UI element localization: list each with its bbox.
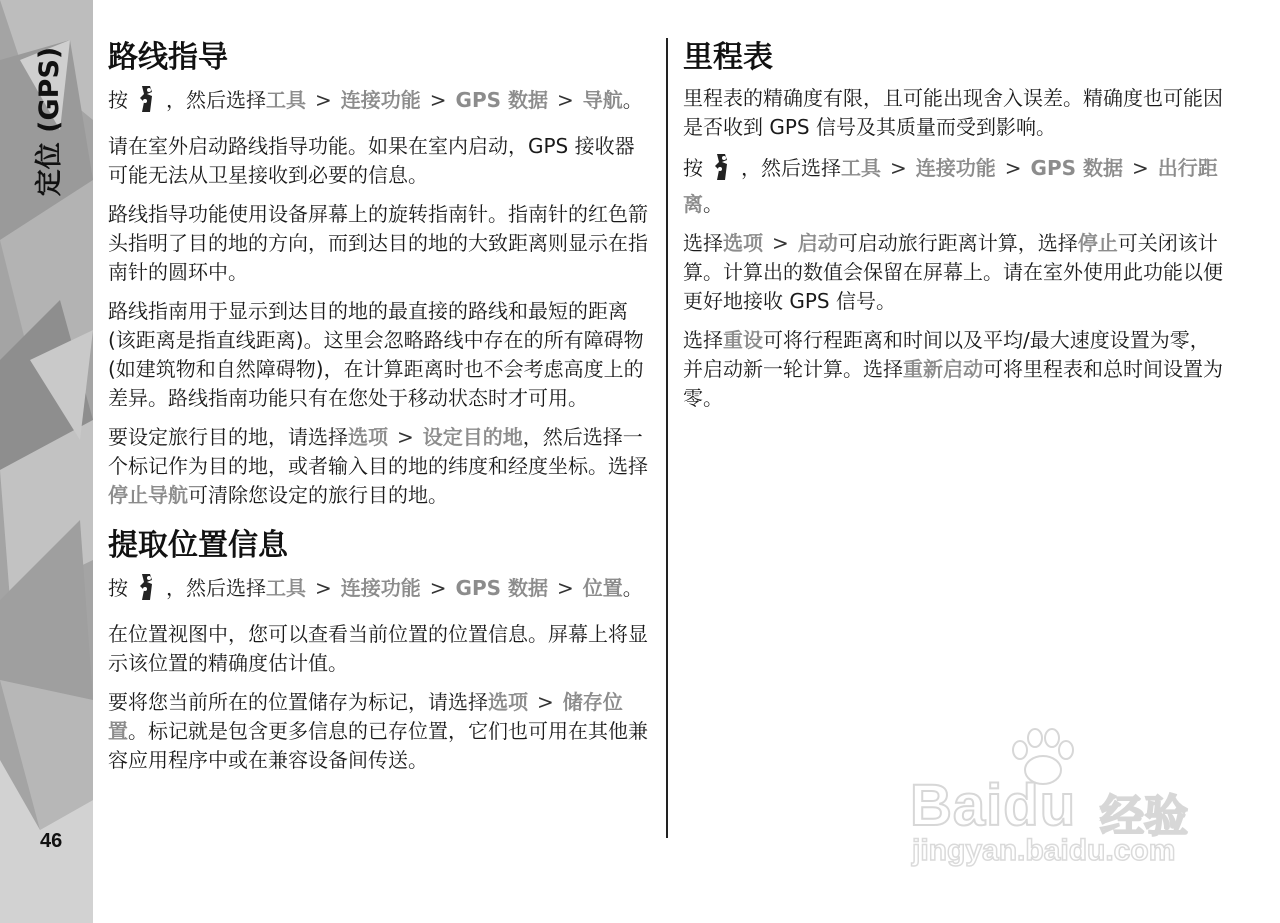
- link-stop-navigation[interactable]: 停止导航: [108, 483, 188, 507]
- paragraph-route-guide: 路线指南用于显示到达目的地的最直接的路线和最短的距离 (该距离是指直线距离)。这里会忽略路线中存在的所有障碍物 (如建筑物和自然障碍物)，在计算距离时也不会考虑高度上的差异。路线指南功能只有在您处于移动状态时才可用。: [108, 299, 644, 410]
- link-tools[interactable]: 工具: [266, 576, 306, 600]
- paragraph-save-position: [108, 688, 654, 775]
- baidu-watermark: [902, 728, 1212, 878]
- text: 选择: [683, 328, 723, 352]
- text: ，然后选择: [166, 88, 266, 112]
- separator: >: [556, 88, 574, 112]
- separator: >: [315, 88, 332, 112]
- watermark-url: jingyan.baidu.com: [912, 834, 1176, 867]
- section-title-vertical: [2, 36, 92, 206]
- link-restart[interactable]: 重新启动: [903, 357, 983, 381]
- paragraph-position-view: 在位置视图中，您可以查看当前位置的位置信息。屏幕上将显示该位置的精确度估计值。: [108, 622, 648, 675]
- paragraph-start-stop: [683, 229, 1229, 316]
- link-options[interactable]: 选项: [488, 690, 528, 714]
- paragraph-destination: [108, 423, 654, 510]
- section-title: 定位 (GPS): [34, 46, 66, 196]
- separator: >: [556, 576, 574, 600]
- text: 要将您当前所在的位置储存为标记，请选择: [108, 690, 488, 714]
- link-connectivity[interactable]: 连接功能: [340, 576, 421, 600]
- paragraph-compass: 路线指导功能使用设备屏幕上的旋转指南针。指南针的红色箭头指明了目的地的方向，而到达目的地的大致距离则显示在指南针的圆环中。: [108, 202, 648, 284]
- separator: >: [1004, 156, 1022, 180]
- heading-odometer: 里程表: [683, 40, 773, 75]
- link-reset[interactable]: 重设: [723, 328, 763, 352]
- separator: >: [429, 576, 447, 600]
- link-gps-data[interactable]: GPS 数据: [455, 576, 548, 600]
- text: 按: [108, 88, 128, 112]
- link-tools[interactable]: 工具: [841, 156, 881, 180]
- menu-key-icon: [136, 572, 158, 610]
- separator: >: [429, 88, 447, 112]
- text: 。: [622, 576, 643, 600]
- paragraph-outdoor: 请在室外启动路线指导功能。如果在室内启动，GPS 接收器可能无法从卫星接收到必要的信息。: [108, 134, 635, 187]
- link-connectivity[interactable]: 连接功能: [915, 156, 996, 180]
- paragraph-position-path: [108, 572, 654, 610]
- link-gps-data[interactable]: GPS 数据: [1030, 156, 1123, 180]
- link-options[interactable]: 选项: [723, 231, 763, 255]
- text: 选择: [683, 231, 723, 255]
- link-save-position[interactable]: 储存位置: [108, 690, 623, 743]
- link-tools[interactable]: 工具: [266, 88, 306, 112]
- separator: >: [890, 156, 907, 180]
- menu-key-icon: [711, 152, 733, 190]
- separator: >: [315, 576, 332, 600]
- watermark-brand-du: du: [1003, 773, 1077, 838]
- text: 。: [703, 192, 723, 216]
- heading-route-guidance: 路线指导: [108, 40, 228, 75]
- watermark-brand: [910, 772, 1076, 839]
- separator: >: [537, 690, 554, 714]
- text: 。: [622, 88, 643, 112]
- paragraph-accuracy: 里程表的精确度有限，且可能出现舍入误差。精确度也可能因是否收到 GPS 信号及其质量而受到影响。: [683, 86, 1223, 139]
- link-connectivity[interactable]: 连接功能: [340, 88, 421, 112]
- text: ，然后选择: [741, 156, 841, 180]
- paragraph-route-path: [108, 84, 654, 122]
- sidebar: [0, 0, 93, 923]
- right-column: [683, 38, 1229, 423]
- text: 可启动旅行距离计算，选择: [837, 231, 1078, 255]
- text: 按: [108, 576, 128, 600]
- separator: >: [397, 425, 414, 449]
- text: 按: [683, 156, 703, 180]
- heading-position-info: 提取位置信息: [108, 528, 288, 563]
- link-options[interactable]: 选项: [348, 425, 388, 449]
- text: ，然后选择: [166, 576, 266, 600]
- text: 。标记就是包含更多信息的已存位置，它们也可用在其他兼容应用程序中或在兼容设备间传送。: [108, 719, 648, 772]
- link-stop[interactable]: 停止: [1077, 231, 1118, 255]
- watermark-product: 经验: [1100, 791, 1188, 842]
- link-trip-distance[interactable]: 出行距离: [683, 156, 1218, 216]
- separator: >: [1131, 156, 1149, 180]
- link-start[interactable]: 启动: [797, 231, 838, 255]
- text: 可将行程距离和时间以及平均/最大速度设置为零，并启动新一轮计算。选择: [683, 328, 1210, 381]
- text: 可清除您设定的旅行目的地。: [188, 483, 448, 507]
- link-gps-data[interactable]: GPS 数据: [455, 88, 548, 112]
- text: 可关闭该计算。计算出的数值会保留在屏幕上。请在室外使用此功能以便更好地接收 GPS 信号。: [683, 231, 1223, 313]
- text: ，然后选择一个标记作为目的地，或者输入目的地的纬度和经度坐标。选择: [108, 425, 648, 478]
- text: 要设定旅行目的地，请选择: [108, 425, 348, 449]
- menu-key-icon: [136, 84, 158, 122]
- link-set-destination[interactable]: 设定目的地: [422, 425, 523, 449]
- text: 可将里程表和总时间设置为零。: [683, 357, 1223, 410]
- paragraph-trip-path: [683, 152, 1229, 219]
- page-number: 46: [40, 830, 63, 852]
- link-navigation[interactable]: 导航: [582, 88, 623, 112]
- watermark-brand-text: Bai: [910, 773, 1004, 838]
- left-column: [108, 38, 654, 785]
- link-position[interactable]: 位置: [582, 576, 623, 600]
- column-divider: [666, 38, 668, 838]
- separator: >: [772, 231, 789, 255]
- paragraph-reset: [683, 326, 1229, 413]
